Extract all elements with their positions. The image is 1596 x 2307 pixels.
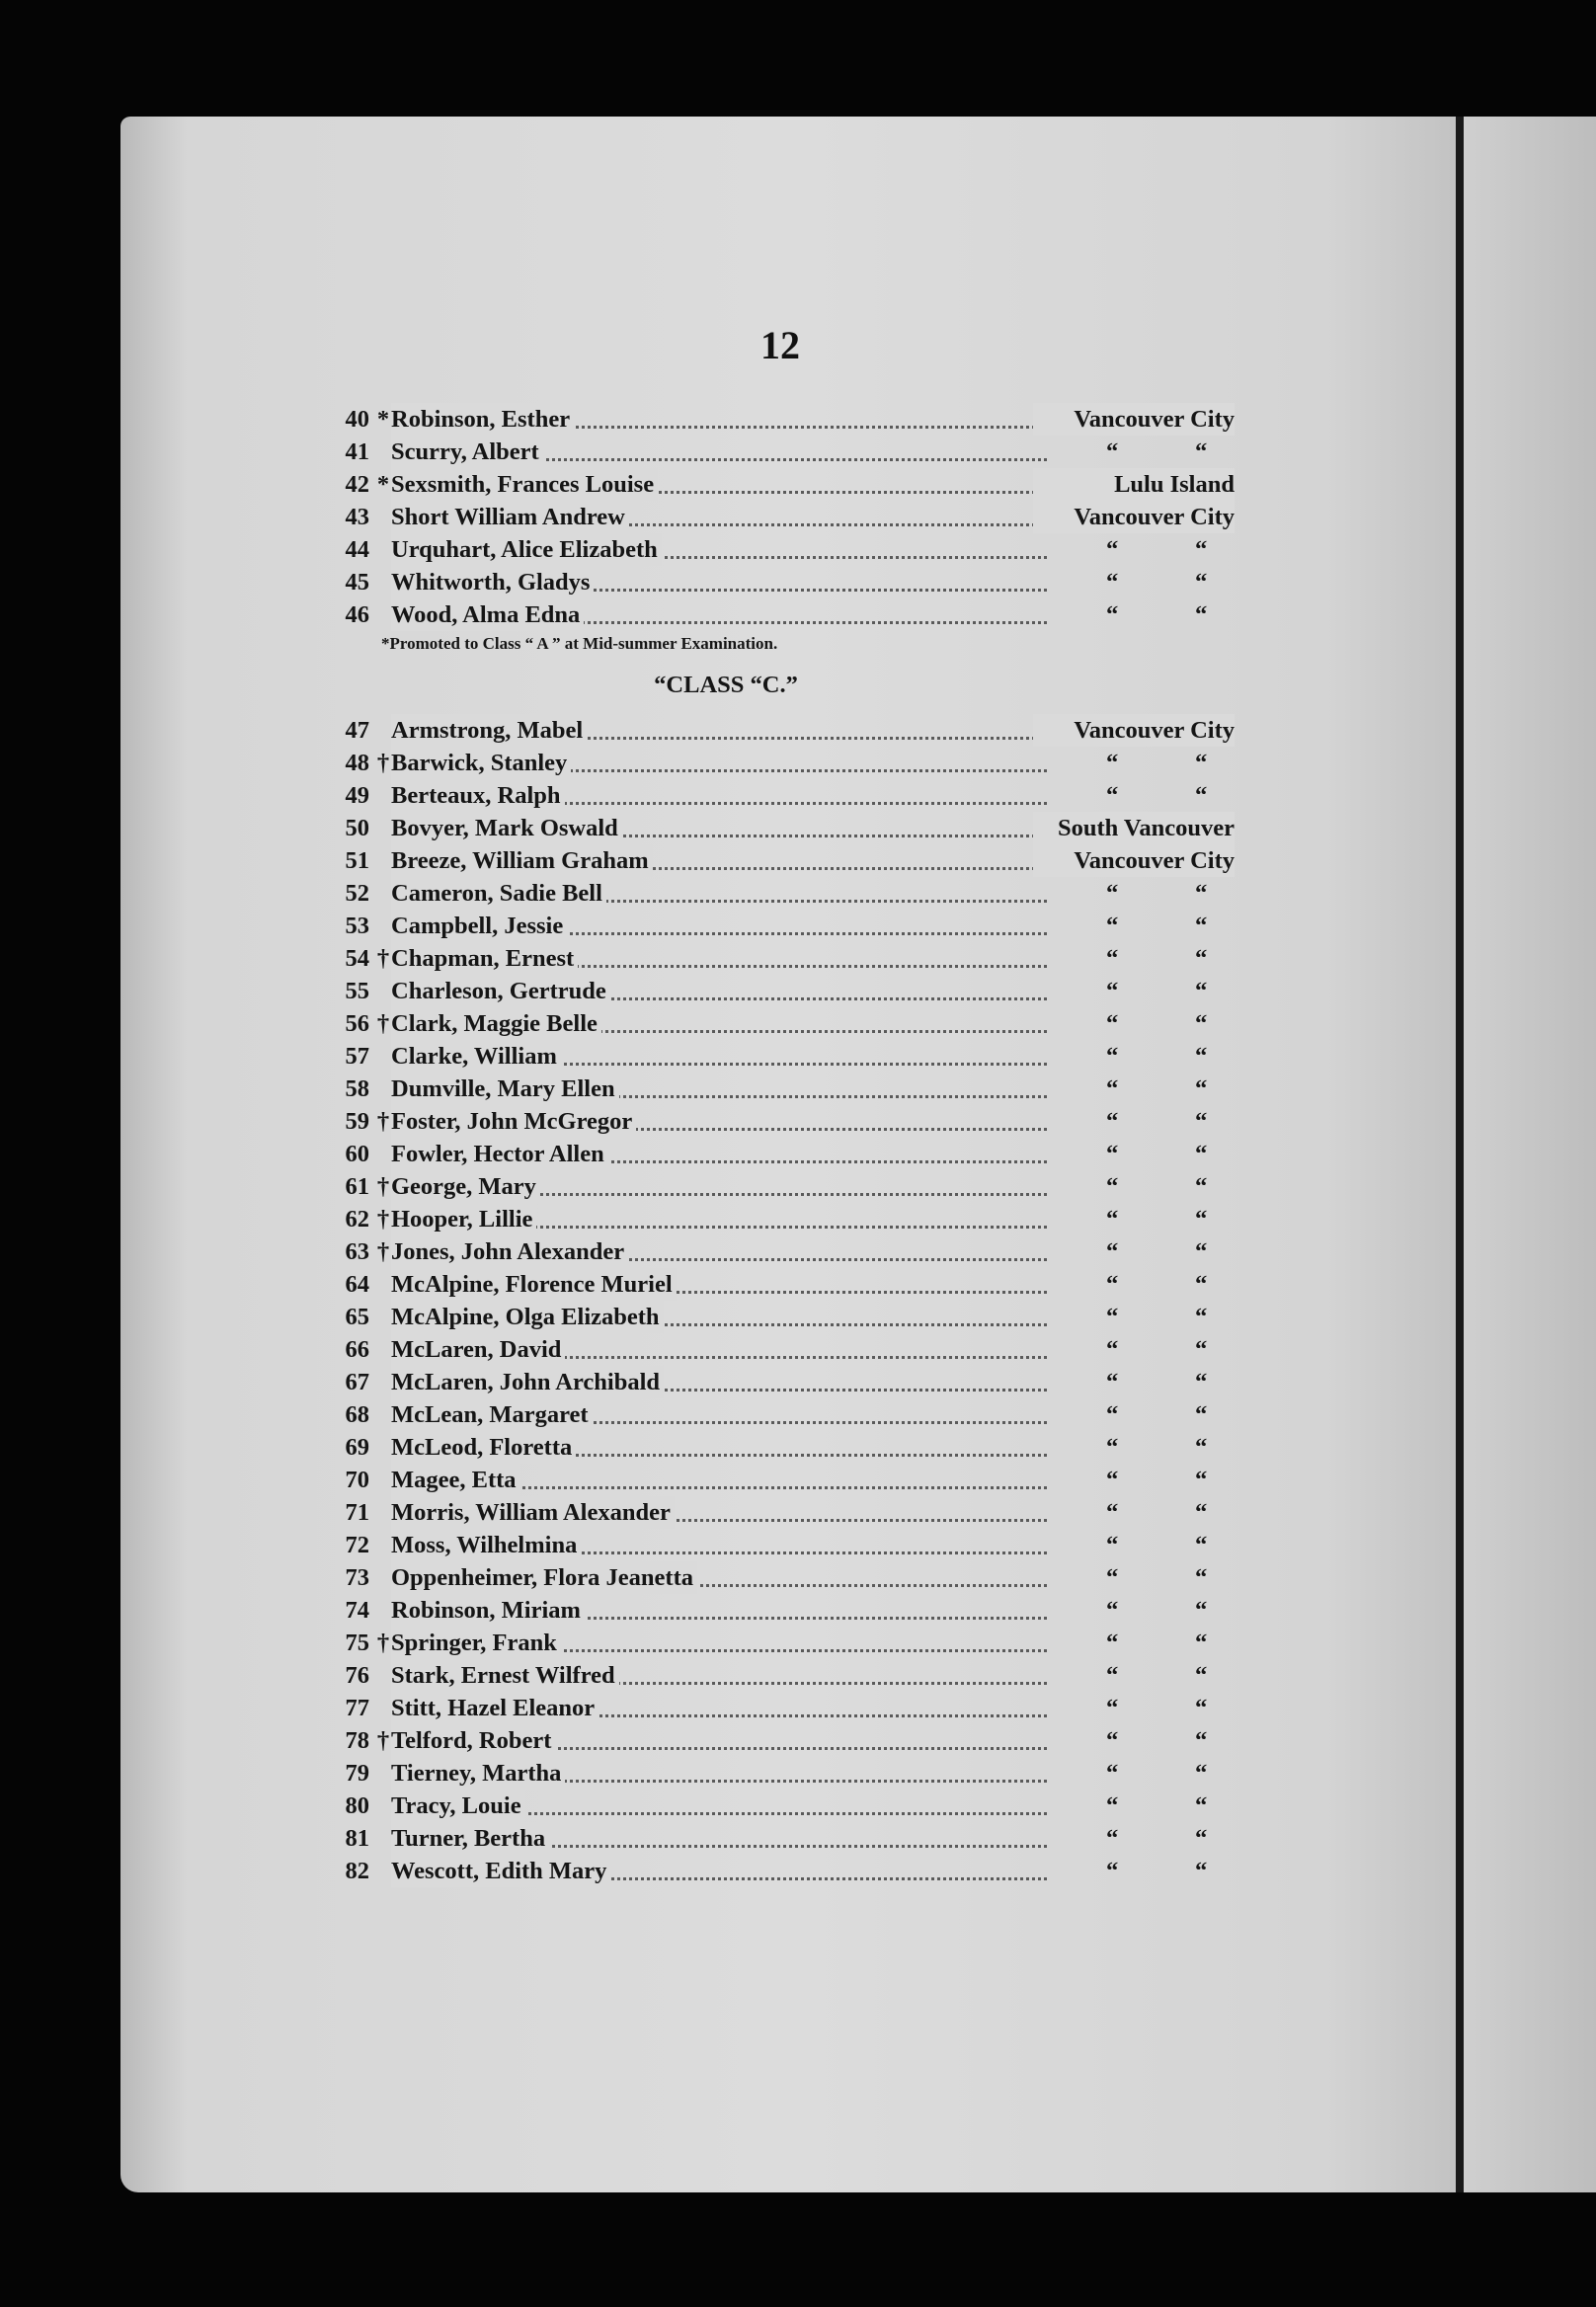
entry-mark: †: [376, 1630, 390, 1656]
entry-number: 55: [345, 978, 369, 1004]
entry-mark: †: [376, 1727, 390, 1754]
student-name: Short William Andrew: [391, 501, 629, 533]
entry-number: 80: [345, 1792, 369, 1819]
list-row: [326, 812, 1235, 844]
entry-number: 50: [345, 815, 369, 841]
ditto-mark: “: [1106, 1597, 1119, 1624]
entry-number: 69: [345, 1434, 369, 1461]
ditto-mark: “: [1195, 1792, 1208, 1819]
ditto-mark: “: [1106, 1173, 1119, 1200]
entry-number: 73: [345, 1564, 369, 1591]
ditto-mark: “: [1106, 1858, 1119, 1884]
entry-number: 56: [345, 1010, 369, 1037]
list-row: [326, 1496, 1235, 1529]
list-row: [326, 1301, 1235, 1333]
ditto-mark: “: [1195, 1630, 1208, 1656]
ditto-mark: “: [1106, 913, 1119, 939]
list-row: [326, 436, 1235, 468]
ditto-mark: “: [1195, 1401, 1208, 1428]
ditto-mark: “: [1106, 1532, 1119, 1558]
entry-number: 76: [345, 1662, 369, 1689]
list-row: [326, 910, 1235, 942]
entry-number: 74: [345, 1597, 369, 1624]
student-name: Morris, William Alexander: [391, 1496, 675, 1529]
ditto-mark: “: [1195, 1141, 1208, 1167]
ditto-mark: “: [1195, 1434, 1208, 1461]
list-row: [326, 1007, 1235, 1040]
adjacent-page-edge: [1464, 117, 1596, 2192]
ditto-mark: “: [1106, 1434, 1119, 1461]
entry-number: 45: [345, 569, 369, 596]
student-name: Barwick, Stanley: [391, 747, 571, 779]
student-name: Stark, Ernest Wilfred: [391, 1659, 619, 1692]
ditto-mark: “: [1106, 880, 1119, 907]
student-name: Magee, Etta: [391, 1464, 520, 1496]
list-row: [326, 533, 1235, 566]
list-row: [326, 1724, 1235, 1757]
entry-number: 47: [345, 717, 369, 744]
entry-number: 79: [345, 1760, 369, 1787]
list-row: [326, 1790, 1235, 1822]
ditto-mark: “: [1195, 1662, 1208, 1689]
ditto-mark: “: [1195, 978, 1208, 1004]
ditto-mark: “: [1106, 1695, 1119, 1721]
list-row: [326, 1822, 1235, 1855]
ditto-mark: “: [1106, 1727, 1119, 1754]
ditto-mark: “: [1195, 1238, 1208, 1265]
list-row: [326, 1203, 1235, 1235]
student-name: Oppenheimer, Flora Jeanetta: [391, 1561, 697, 1594]
entry-mark: †: [376, 1108, 390, 1135]
ditto-mark: “: [1195, 1695, 1208, 1721]
ditto-mark: “: [1106, 1271, 1119, 1298]
ditto-mark: “: [1195, 1727, 1208, 1754]
entry-number: 48: [345, 750, 369, 776]
ditto-mark: “: [1195, 1369, 1208, 1395]
student-name: Chapman, Ernest: [391, 942, 578, 975]
entry-number: 51: [345, 847, 369, 874]
student-name: Wescott, Edith Mary: [391, 1855, 610, 1887]
entry-number: 82: [345, 1858, 369, 1884]
ditto-mark: “: [1106, 1141, 1119, 1167]
ditto-mark: “: [1106, 782, 1119, 809]
student-name: Foster, John McGregor: [391, 1105, 636, 1138]
ditto-mark: “: [1195, 601, 1208, 628]
entry-number: 53: [345, 913, 369, 939]
entry-number: 62: [345, 1206, 369, 1233]
ditto-mark: “: [1195, 1206, 1208, 1233]
ditto-mark: “: [1106, 1304, 1119, 1330]
ditto-mark: “: [1106, 1108, 1119, 1135]
ditto-mark: “: [1195, 1271, 1208, 1298]
ditto-mark: “: [1195, 1825, 1208, 1852]
student-name: Moss, Wilhelmina: [391, 1529, 581, 1561]
list-row: [326, 714, 1235, 747]
list-row: [326, 1073, 1235, 1105]
entry-number: 52: [345, 880, 369, 907]
student-name: Bovyer, Mark Oswald: [391, 812, 622, 844]
student-name: Armstrong, Mabel: [391, 714, 587, 747]
student-name: McAlpine, Florence Muriel: [391, 1268, 677, 1301]
student-name: McLaren, David: [391, 1333, 565, 1366]
entry-number: 42: [345, 471, 369, 498]
list-row: [326, 975, 1235, 1007]
list-row: [326, 1333, 1235, 1366]
list-row: [326, 1561, 1235, 1594]
page-gutter: [1456, 117, 1464, 2192]
ditto-mark: “: [1195, 782, 1208, 809]
list-row: [326, 877, 1235, 910]
entry-number: 77: [345, 1695, 369, 1721]
list-row: [326, 1855, 1235, 1887]
student-name: Clark, Maggie Belle: [391, 1007, 601, 1040]
footnote: *Promoted to Class “ A ” at Mid-summer Examination.: [381, 634, 778, 653]
student-name: Tierney, Martha: [391, 1757, 565, 1790]
student-name: McLaren, John Archibald: [391, 1366, 664, 1398]
class-c-heading: “CLASS “C.”: [654, 672, 798, 698]
student-name: Campbell, Jessie: [391, 910, 567, 942]
ditto-mark: “: [1106, 1630, 1119, 1656]
student-name: McLeod, Floretta: [391, 1431, 576, 1464]
ditto-mark: “: [1195, 1597, 1208, 1624]
student-location: Vancouver City: [1033, 501, 1235, 533]
list-row: [326, 844, 1235, 877]
list-row: [326, 1692, 1235, 1724]
student-name: Stitt, Hazel Eleanor: [391, 1692, 598, 1724]
entry-number: 67: [345, 1369, 369, 1395]
ditto-mark: “: [1106, 1564, 1119, 1591]
list-row: [326, 942, 1235, 975]
ditto-mark: “: [1106, 1825, 1119, 1852]
ditto-mark: “: [1195, 750, 1208, 776]
entry-number: 64: [345, 1271, 369, 1298]
ditto-mark: “: [1195, 1043, 1208, 1070]
ditto-mark: “: [1195, 1467, 1208, 1493]
entry-number: 46: [345, 601, 369, 628]
student-name: Hooper, Lillie: [391, 1203, 536, 1235]
entry-number: 59: [345, 1108, 369, 1135]
ditto-mark: “: [1106, 978, 1119, 1004]
entry-number: 49: [345, 782, 369, 809]
student-name: Sexsmith, Frances Louise: [391, 468, 658, 501]
list-row: [326, 1529, 1235, 1561]
class-b-continued-list: [326, 403, 1235, 631]
entry-mark: *: [376, 471, 390, 498]
ditto-mark: “: [1106, 1206, 1119, 1233]
student-name: Robinson, Miriam: [391, 1594, 585, 1627]
list-row: [326, 779, 1235, 812]
entry-number: 72: [345, 1532, 369, 1558]
ditto-mark: “: [1195, 880, 1208, 907]
list-row: [326, 566, 1235, 598]
ditto-mark: “: [1106, 1075, 1119, 1102]
student-location: Vancouver City: [1033, 403, 1235, 436]
ditto-mark: “: [1106, 1369, 1119, 1395]
ditto-mark: “: [1106, 1467, 1119, 1493]
entry-number: 68: [345, 1401, 369, 1428]
student-name: Clarke, William: [391, 1040, 561, 1073]
student-name: Scurry, Albert: [391, 436, 543, 468]
entry-number: 43: [345, 504, 369, 530]
list-row: [326, 1594, 1235, 1627]
list-row: [326, 501, 1235, 533]
ditto-mark: “: [1195, 1760, 1208, 1787]
ditto-mark: “: [1106, 569, 1119, 596]
student-name: Berteaux, Ralph: [391, 779, 565, 812]
ditto-mark: “: [1106, 1792, 1119, 1819]
entry-mark: †: [376, 750, 390, 776]
entry-number: 40: [345, 406, 369, 433]
entry-mark: †: [376, 1010, 390, 1037]
ditto-mark: “: [1195, 1108, 1208, 1135]
ditto-mark: “: [1106, 945, 1119, 972]
entry-number: 60: [345, 1141, 369, 1167]
entry-number: 54: [345, 945, 369, 972]
student-name: Springer, Frank: [391, 1627, 561, 1659]
ditto-mark: “: [1195, 1010, 1208, 1037]
list-row: [326, 1170, 1235, 1203]
ditto-mark: “: [1195, 945, 1208, 972]
list-row: [326, 1627, 1235, 1659]
ditto-mark: “: [1195, 913, 1208, 939]
list-row: [326, 1366, 1235, 1398]
ditto-mark: “: [1106, 1238, 1119, 1265]
ditto-mark: “: [1195, 1075, 1208, 1102]
ditto-mark: “: [1195, 438, 1208, 465]
entry-mark: *: [376, 406, 390, 433]
list-row: [326, 468, 1235, 501]
student-name: Jones, John Alexander: [391, 1235, 628, 1268]
ditto-mark: “: [1106, 750, 1119, 776]
ditto-mark: “: [1106, 1401, 1119, 1428]
ditto-mark: “: [1195, 1173, 1208, 1200]
list-row: [326, 598, 1235, 631]
entry-number: 81: [345, 1825, 369, 1852]
student-list: [326, 403, 1235, 1887]
ditto-mark: “: [1106, 438, 1119, 465]
ditto-mark: “: [1195, 1304, 1208, 1330]
student-location: Vancouver City: [1033, 714, 1235, 747]
student-location: South Vancouver: [1033, 812, 1235, 844]
entry-number: 78: [345, 1727, 369, 1754]
list-row: [326, 1040, 1235, 1073]
list-row: [326, 1757, 1235, 1790]
ditto-mark: “: [1106, 601, 1119, 628]
student-name: McAlpine, Olga Elizabeth: [391, 1301, 664, 1333]
student-name: Wood, Alma Edna: [391, 598, 584, 631]
list-row: [326, 403, 1235, 436]
student-name: Robinson, Esther: [391, 403, 574, 436]
student-name: Breeze, William Graham: [391, 844, 653, 877]
student-name: Dumville, Mary Ellen: [391, 1073, 619, 1105]
entry-number: 75: [345, 1630, 369, 1656]
class-c-list: [326, 714, 1235, 1887]
page-number: 12: [760, 323, 800, 367]
student-name: Whitworth, Gladys: [391, 566, 594, 598]
entry-number: 44: [345, 536, 369, 563]
ditto-mark: “: [1195, 536, 1208, 563]
entry-number: 65: [345, 1304, 369, 1330]
student-name: Fowler, Hector Allen: [391, 1138, 608, 1170]
student-location: Vancouver City: [1033, 844, 1235, 877]
student-name: Urquhart, Alice Elizabeth: [391, 533, 662, 566]
student-name: Telford, Robert: [391, 1724, 555, 1757]
entry-mark: †: [376, 1173, 390, 1200]
ditto-mark: “: [1195, 569, 1208, 596]
student-name: Charleson, Gertrude: [391, 975, 610, 1007]
ditto-mark: “: [1106, 1499, 1119, 1526]
list-row: [326, 1464, 1235, 1496]
ditto-mark: “: [1106, 1010, 1119, 1037]
ditto-mark: “: [1106, 1336, 1119, 1363]
ditto-mark: “: [1195, 1499, 1208, 1526]
ditto-mark: “: [1195, 1564, 1208, 1591]
entry-mark: †: [376, 1238, 390, 1265]
list-row: [326, 1235, 1235, 1268]
student-name: Turner, Bertha: [391, 1822, 549, 1855]
student-location: Lulu Island: [1033, 468, 1235, 501]
list-row: [326, 1268, 1235, 1301]
ditto-mark: “: [1195, 1858, 1208, 1884]
entry-number: 66: [345, 1336, 369, 1363]
entry-mark: †: [376, 1206, 390, 1233]
ditto-mark: “: [1195, 1336, 1208, 1363]
ditto-mark: “: [1106, 1662, 1119, 1689]
student-name: Cameron, Sadie Bell: [391, 877, 606, 910]
list-row: [326, 1431, 1235, 1464]
entry-number: 71: [345, 1499, 369, 1526]
list-row: [326, 1138, 1235, 1170]
student-name: McLean, Margaret: [391, 1398, 593, 1431]
entry-mark: †: [376, 945, 390, 972]
ditto-mark: “: [1195, 1532, 1208, 1558]
entry-number: 61: [345, 1173, 369, 1200]
list-row: [326, 747, 1235, 779]
ditto-mark: “: [1106, 1043, 1119, 1070]
list-row: [326, 1105, 1235, 1138]
student-name: George, Mary: [391, 1170, 540, 1203]
entry-number: 63: [345, 1238, 369, 1265]
list-row: [326, 1398, 1235, 1431]
entry-number: 70: [345, 1467, 369, 1493]
entry-number: 58: [345, 1075, 369, 1102]
student-name: Tracy, Louie: [391, 1790, 525, 1822]
list-row: [326, 1659, 1235, 1692]
entry-number: 41: [345, 438, 369, 465]
ditto-mark: “: [1106, 1760, 1119, 1787]
entry-number: 57: [345, 1043, 369, 1070]
ditto-mark: “: [1106, 536, 1119, 563]
